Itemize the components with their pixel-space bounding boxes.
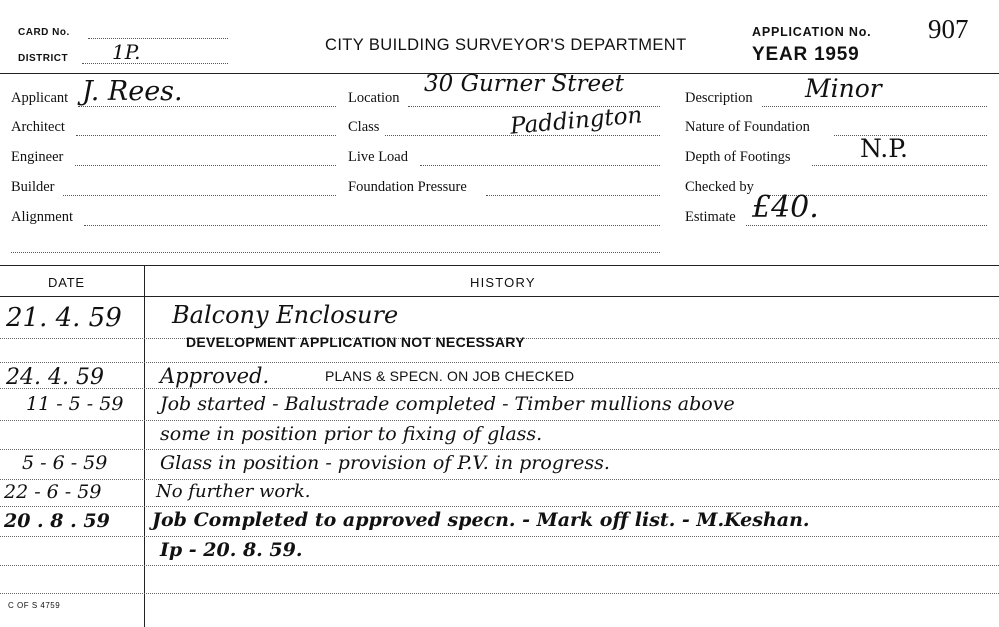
district-line — [82, 63, 228, 64]
depth-footings-value: N.P. — [860, 134, 908, 163]
application-no: 907 — [928, 14, 969, 44]
department-title: CITY BUILDING SURVEYOR'S DEPARTMENT — [325, 36, 687, 54]
card-no-label: CARD No. — [18, 27, 70, 38]
history-top-border — [0, 265, 999, 266]
history-stamp: DEVELOPMENT APPLICATION NOT NECESSARY — [186, 334, 525, 350]
alignment-line — [84, 225, 660, 226]
district-value: 1P. — [112, 40, 141, 64]
card-no-line — [88, 38, 228, 39]
location-label: Location — [348, 90, 400, 106]
history-text: Balcony Enclosure — [172, 301, 399, 329]
history-header: HISTORY — [470, 275, 536, 290]
foundation-pressure-label: Foundation Pressure — [348, 179, 467, 195]
history-date: 22 - 6 - 59 — [4, 481, 102, 503]
estimate-label: Estimate — [685, 209, 736, 225]
history-text: Glass in position - provision of P.V. in progress. — [160, 452, 610, 474]
date-header: DATE — [48, 275, 85, 290]
architect-line — [76, 135, 336, 136]
history-rule — [0, 565, 999, 566]
live-load-line — [420, 165, 660, 166]
district-label: DISTRICT — [18, 53, 69, 64]
history-header-divider — [0, 296, 999, 297]
estimate-value: £40. — [752, 190, 819, 225]
description-value: Minor — [805, 74, 882, 103]
description-label: Description — [685, 90, 753, 106]
nature-foundation-line — [834, 135, 987, 136]
history-text: Approved. — [160, 364, 270, 388]
history-text: No further work. — [156, 481, 311, 502]
estimate-line — [746, 225, 987, 226]
applicant-value: J. Rees. — [82, 76, 183, 107]
alignment-line-2 — [11, 252, 660, 253]
application-no-label: APPLICATION No. — [752, 25, 872, 39]
builder-line — [63, 195, 336, 196]
history-date: 24. 4. 59 — [6, 365, 104, 390]
depth-footings-label: Depth of Footings — [685, 149, 791, 165]
history-text: some in position prior to fixing of glass. — [160, 423, 543, 445]
form-code: C OF S 4759 — [8, 601, 61, 610]
history-rule — [0, 536, 999, 537]
history-text: Job started - Balustrade completed - Timber mullions above — [160, 393, 735, 415]
history-rule — [0, 449, 999, 450]
history-rule — [0, 362, 999, 363]
engineer-label: Engineer — [11, 149, 64, 165]
location-value-suburb: Paddington — [509, 102, 644, 140]
history-rule — [0, 479, 999, 480]
history-text: Job Completed to approved specn. - Mark off list. - M.Keshan. — [152, 509, 810, 531]
history-date: 21. 4. 59 — [6, 303, 122, 333]
foundation-pressure-line — [486, 195, 660, 196]
class-label: Class — [348, 119, 380, 135]
history-rule — [0, 388, 999, 389]
description-line — [762, 106, 987, 107]
history-rule — [0, 506, 999, 507]
year-label: YEAR 1959 — [752, 44, 860, 65]
history-date: 5 - 6 - 59 — [22, 452, 108, 474]
history-date: 20 . 8 . 59 — [4, 510, 110, 532]
applicant-label: Applicant — [11, 90, 69, 106]
engineer-line — [75, 165, 336, 166]
checked-by-label: Checked by — [685, 179, 754, 195]
history-rule — [0, 420, 999, 421]
history-rule — [0, 593, 999, 594]
architect-label: Architect — [11, 119, 65, 135]
history-text: Ip - 20. 8. 59. — [160, 539, 303, 561]
nature-foundation-label: Nature of Foundation — [685, 119, 810, 135]
live-load-label: Live Load — [348, 149, 408, 165]
history-date: 11 - 5 - 59 — [26, 393, 124, 415]
depth-footings-line — [812, 165, 987, 166]
location-value-street: 30 Gurner Street — [424, 71, 624, 97]
history-stamp: PLANS & SPECN. ON JOB CHECKED — [325, 368, 575, 384]
date-column-divider — [144, 265, 145, 627]
builder-label: Builder — [11, 179, 55, 195]
alignment-label: Alignment — [11, 209, 74, 225]
